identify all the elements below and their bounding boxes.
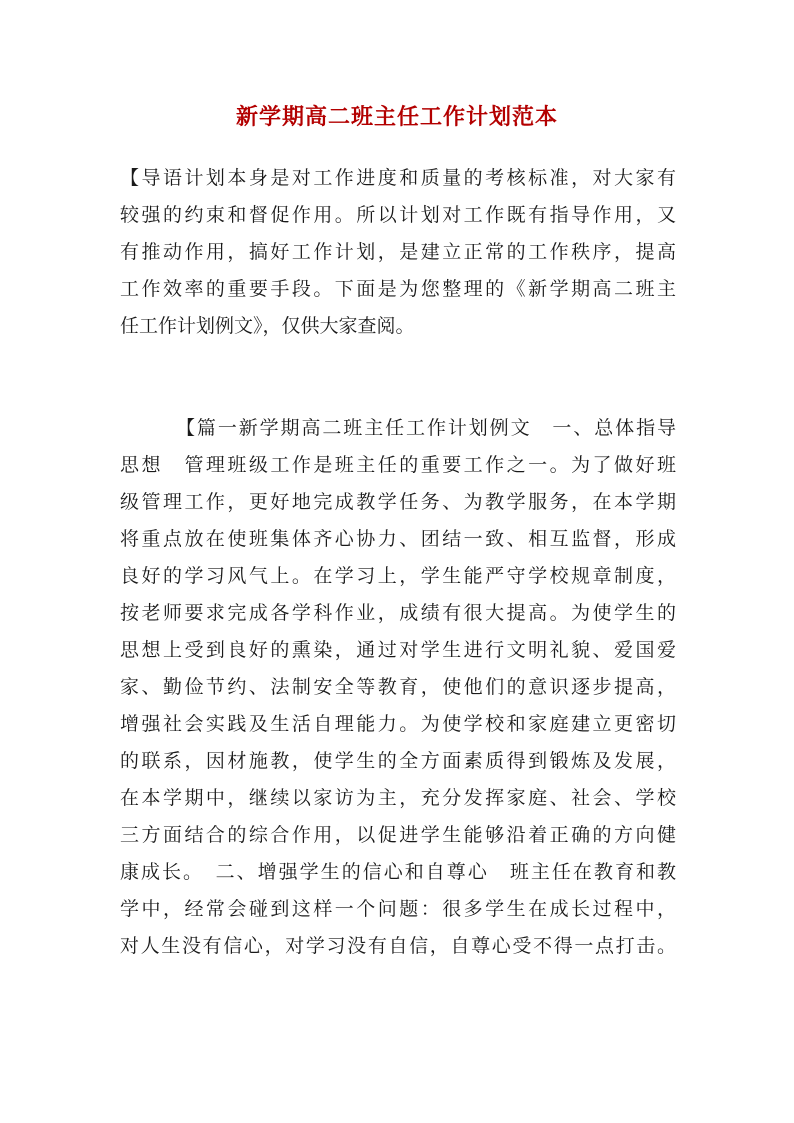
intro-line: 有推动作用，搞好工作计划，是建立正常的工作秩序，提高 xyxy=(120,241,676,263)
section-line: 在本学期中，继续以家访为主，充分发挥家庭、社会、学校 xyxy=(120,787,676,809)
intro-line: 【导语计划本身是对工作进度和质量的考核标准，对大家有 xyxy=(120,167,676,189)
document-title: 新学期高二班主任工作计划范本 xyxy=(235,104,558,130)
section-line: 级管理工作，更好地完成教学任务、为教学服务，在本学期 xyxy=(120,491,676,513)
section-line: 家、勤俭节约、法制安全等教育，使他们的意识逐步提高， xyxy=(120,676,676,698)
section-line: 将重点放在使班集体齐心协力、团结一致、相互监督，形成 xyxy=(120,528,676,550)
section-line: 学中，经常会碰到这样一个问题：很多学生在成长过程中， xyxy=(120,898,676,920)
section-line: 增强社会实践及生活自理能力。为使学校和家庭建立更密切 xyxy=(120,713,676,735)
intro-paragraph xyxy=(120,160,676,345)
section-line: 的联系，因材施教，使学生的全方面素质得到锻炼及发展， xyxy=(120,750,676,772)
section-line: 思想上受到良好的熏染，通过对学生进行文明礼貌、爱国爱 xyxy=(120,639,676,661)
section-line: 【篇一新学期高二班主任工作计划例文 一、总体指导 xyxy=(176,417,676,439)
section-line: 三方面结合的综合作用，以促进学生能够沿着正确的方向健 xyxy=(120,824,676,846)
section-line: 对人生没有信心，对学习没有自信，自尊心受不得一点打击。 xyxy=(120,935,676,957)
section-line: 良好的学习风气上。在学习上，学生能严守学校规章制度， xyxy=(120,565,676,587)
intro-line: 较强的约束和督促作用。所以计划对工作既有指导作用，又 xyxy=(120,204,676,226)
section-line: 康成长。 二、增强学生的信心和自尊心 班主任在教育和教 xyxy=(120,861,676,883)
section-line: 思想 管理班级工作是班主任的重要工作之一。为了做好班 xyxy=(120,454,676,476)
intro-line: 工作效率的重要手段。下面是为您整理的《新学期高二班主 xyxy=(120,278,676,300)
intro-line: 任工作计划例文》，仅供大家查阅。 xyxy=(120,315,415,337)
section-one-paragraph xyxy=(120,410,676,965)
section-line: 按老师要求完成各学科作业，成绩有很大提高。为使学生的 xyxy=(120,602,676,624)
